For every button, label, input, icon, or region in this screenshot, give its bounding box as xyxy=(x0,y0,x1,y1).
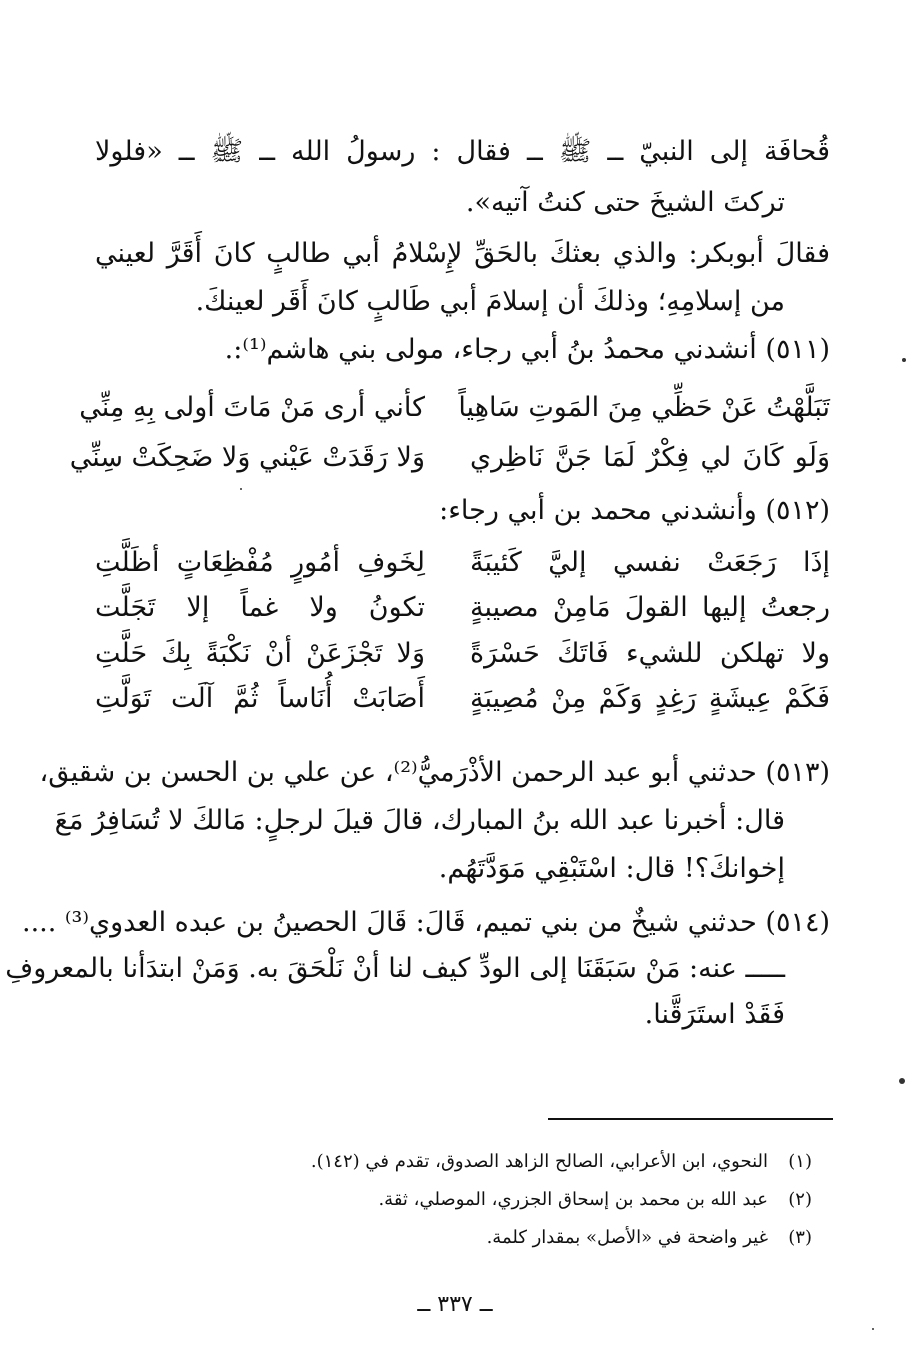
verse-right: فَكَمْ عِيشَةٍ رَغِدٍ وَكَمْ مِنْ مُصِيبَةٍ xyxy=(470,683,830,714)
footnote-divider xyxy=(548,1118,833,1120)
footnote-number: (١) xyxy=(788,1151,812,1172)
entry-514-line: (٥١٤) حدثني شيخٌ من بني تميم، قَالَ: قَالَ الحصينُ بن عبده العدوي⁽³⁾ .... xyxy=(22,907,830,938)
text-line: من إسلامِهِ؛ وذلكَ أن إسلامَ أبي طَالبٍ كانَ أَقَر لعينكَ. xyxy=(195,286,785,317)
verse-right: وَلَو كَانَ لي فِكْرٌ لَمَا جَنَّ نَاظِري xyxy=(470,442,830,473)
verse-right: تَبَلَّهْتُ عَنْ حَظِّي مِنَ المَوتِ سَاهِياً xyxy=(458,392,830,423)
text-line: قُحافَة إلى النبيّ ــ ﷺ ــ فقال : رسولُ الله ــ ﷺ ــ «فلولا xyxy=(95,136,830,167)
entry-514-line: ـــــ عنه: مَنْ سَبَقَنَا إلى الودِّ كيف لنا أنْ نَلْحَقَ به. وَمَنْ ابتدَأنا بالمعروفِ xyxy=(5,953,785,984)
page-number: ــ ٣٣٧ ــ xyxy=(417,1292,493,1317)
footnote-text: غير واضحة في «الأصل» بمقدار كلمة. xyxy=(486,1227,768,1248)
entry-514-line: فَقَدْ استَرَقَّنا. xyxy=(644,999,785,1030)
verse-left: وَلا تَجْزَعَنْ أنْ نَكْبَةً بِكَ حَلَّتِ xyxy=(95,638,425,669)
verse-left: تكونُ ولا غماً إلا تَجَلَّت xyxy=(95,592,425,623)
entry-513-line: (٥١٣) حدثني أبو عبد الرحمن الأذْرَميُّ⁽²⁾، عن علي بن الحسن بن شقيق، xyxy=(39,757,830,788)
footnote-number: (٢) xyxy=(788,1189,812,1210)
verse-left: كأني أرى مَنْ مَاتَ أولى بِهِ مِنِّي xyxy=(79,392,425,423)
entry-heading-512: (٥١٢) وأنشدني محمد بن أبي رجاء: xyxy=(439,495,830,526)
scan-speck xyxy=(902,358,906,362)
scan-speck xyxy=(899,1078,905,1084)
footnote-text: النحوي، ابن الأعرابي، الصالح الزاهد الصدوق، تقدم في (١٤٢). xyxy=(310,1151,768,1172)
entry-heading-511: (٥١١) أنشدني محمدُ بنُ أبي رجاء، مولى بني هاشم⁽¹⁾:. xyxy=(224,334,830,365)
footnote xyxy=(311,1150,812,1174)
scan-speck xyxy=(240,488,242,490)
verse-right: رجعتُ إليها القولَ مَامِنْ مصيبةٍ xyxy=(470,592,830,623)
footnote-number: (٣) xyxy=(788,1227,812,1248)
text-line: فقالَ أبوبكر: والذي بعثكَ بالحَقِّ لإِسْلامُ أبي طالبٍ كانَ أَقَرَّ لعيني xyxy=(95,238,830,269)
verse-left: لِخَوفِ أمُورٍ مُفْظِعَاتٍ أظَلَّتِ xyxy=(95,547,425,578)
verse-left: أَصَابَتْ أُنَاساً ثُمَّ آلَت تَوَلَّتِ xyxy=(95,683,425,714)
footnote xyxy=(487,1226,812,1250)
verse-right: إذَا رَجَعَتْ نفسي إليَّ كَئيبَةً xyxy=(470,547,830,578)
scan-speck xyxy=(872,1328,874,1330)
verse-left: وَلا رَقَدَتْ عَيْني وَلا ضَحِكَتْ سِنِّي xyxy=(69,442,425,473)
footnote xyxy=(378,1188,812,1212)
footnote-text: عبد الله بن محمد بن إسحاق الجزري، الموصلي، ثقة. xyxy=(378,1189,768,1210)
entry-513-line: قال: أخبرنا عبد الله بنُ المبارك، قالَ قيلَ لرجلٍ: مَالكَ لا تُسَافِرُ مَعَ xyxy=(54,805,785,836)
text-line: تركتَ الشيخَ حتى كنتُ آتيه». xyxy=(465,187,785,218)
verse-right: ولا تهلكن للشيء فَاتَكَ حَسْرَةً xyxy=(470,638,830,669)
entry-513-line: إخوانكَ؟! قال: اسْتَبْقِي مَوَدَّتَهُم. xyxy=(438,853,785,884)
